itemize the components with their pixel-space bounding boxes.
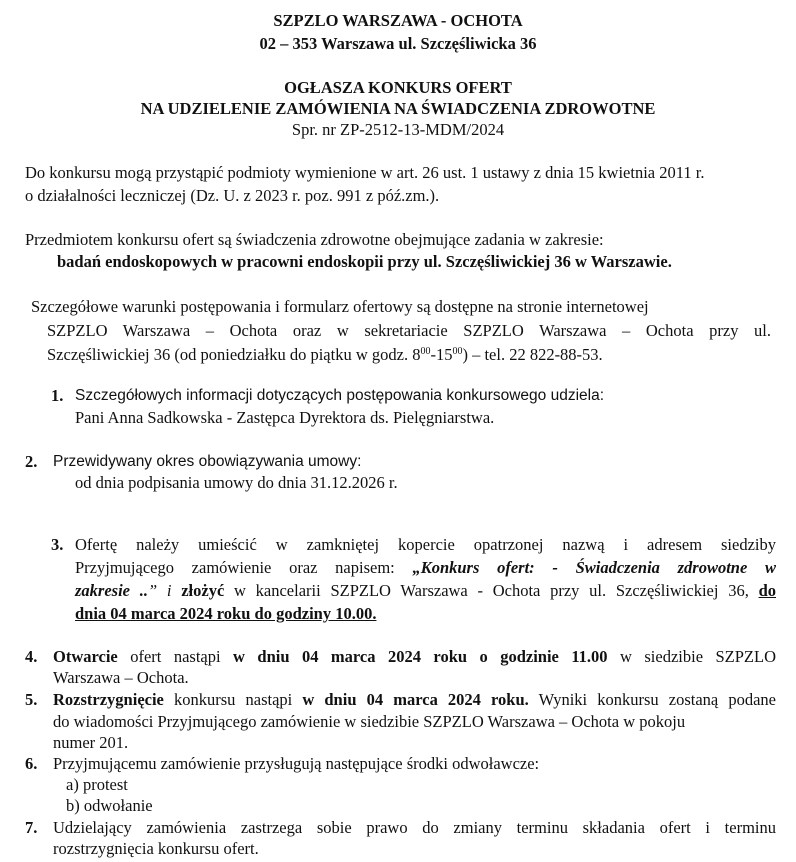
item-4-opening-word: Otwarcie bbox=[53, 647, 118, 666]
intro-line-1: Do konkursu mogą przystąpić podmioty wymienione w art. 26 ust. 1 ustawy z dnia 15 kwietnia 2011 r. bbox=[25, 163, 705, 182]
item-2-line-2: od dnia podpisania umowy do dnia 31.12.2026 r. bbox=[75, 473, 398, 492]
item-6-line-1: Przyjmującemu zamówienie przysługują następujące środki odwoławcze: bbox=[53, 754, 540, 773]
org-name: SZPZLO WARSZAWA - OCHOTA bbox=[273, 11, 523, 30]
item-4-line-2: Warszawa – Ochota. bbox=[53, 668, 189, 687]
intro-line-2: o działalności leczniczej (Dz. U. z 2023 r. poz. 991 z póź.zm.). bbox=[25, 186, 440, 205]
details-line-1-text: Szczegółowe warunki postępowania i formularz ofertowy są dostępne na stronie internetowej bbox=[31, 297, 649, 316]
reference-number: Spr. nr ZP-2512-13-MDM/2024 bbox=[291, 120, 505, 139]
item-4-date: w dniu 04 marca 2024 roku o godzinie 11.00 bbox=[233, 647, 608, 666]
item-3-line-3 bbox=[75, 581, 776, 601]
subject-line-2: badań endoskopowych w pracowni endoskopii przy ul. Szczęśliwickiej 36 w Warszawie. bbox=[57, 252, 672, 271]
item-4-location: w siedzibie SZPZLO bbox=[607, 647, 776, 666]
org-address: 02 – 353 Warszawa ul. Szczęśliwicka 36 bbox=[259, 34, 537, 53]
item-7-line-2: rozstrzygnięcia konkursu ofert. bbox=[53, 839, 259, 858]
item-5-line-2: do wiadomości Przyjmującego zamówienie w siedzibie SZPZLO Warszawa – Ochota w pokoju bbox=[53, 712, 686, 731]
item-3-inscription-end: zakresie .. bbox=[75, 581, 148, 600]
details-hours-dash: -15 bbox=[430, 345, 453, 364]
item-1-number: 1. bbox=[51, 386, 64, 405]
item-3-quote-close: ” i bbox=[147, 581, 182, 600]
item-3-submit-word: złożyć bbox=[181, 581, 225, 600]
title-line-2: NA UDZIELENIE ZAMÓWIENIA NA ŚWIADCZENIA ZDROWOTNE bbox=[140, 99, 656, 118]
details-phone: ) – tel. 22 822-88-53. bbox=[462, 345, 603, 364]
item-2-number: 2. bbox=[25, 452, 38, 471]
item-7-number: 7. bbox=[25, 818, 38, 837]
item-6-number: 6. bbox=[25, 754, 38, 773]
item-5-text: konkursu nastąpi bbox=[163, 690, 303, 709]
details-line-2: SZPZLO Warszawa – Ochota oraz w sekretariacie SZPZLO Warszawa – Ochota przy ul. bbox=[47, 321, 771, 340]
hours-sup-1: 00 bbox=[420, 346, 431, 357]
item-3-inscription-text: „Konkurs ofert: - Świadczenia zdrowotne w bbox=[412, 558, 776, 577]
title-line-1: OGŁASZA KONKURS OFERT bbox=[284, 78, 512, 97]
item-4-text: ofert nastąpi bbox=[117, 647, 234, 666]
item-3-inscription-intro: Przyjmującego zamówienie oraz napisem: bbox=[75, 558, 413, 577]
item-5-number: 5. bbox=[25, 690, 38, 709]
item-6-option-b: b) odwołanie bbox=[66, 796, 153, 815]
item-5-line-1 bbox=[53, 690, 776, 710]
item-3-office-text: w kancelarii SZPZLO Warszawa - Ochota przy ul. Szczęśliwickiej 36, bbox=[224, 581, 759, 600]
item-4-line-1 bbox=[53, 647, 776, 667]
item-5-date: w dniu 04 marca 2024 roku. bbox=[302, 690, 529, 709]
item-3-deadline-start: do bbox=[758, 581, 776, 600]
details-hours-text: Szczęśliwickiej 36 (od poniedziałku do piątku w godz. 8 bbox=[47, 345, 421, 364]
details-line-1 bbox=[31, 297, 771, 317]
item-1-line-1: Szczegółowych informacji dotyczących postępowania konkursowego udziela: bbox=[75, 387, 604, 404]
item-3-line-1: Ofertę należy umieścić w zamkniętej kopercie opatrzonej nazwą i adresem siedziby bbox=[75, 535, 776, 554]
item-2-line-1: Przewidywany okres obowiązywania umowy: bbox=[53, 453, 362, 470]
item-3-number: 3. bbox=[51, 535, 64, 554]
item-3-deadline: dnia 04 marca 2024 roku do godziny 10.00. bbox=[75, 604, 377, 623]
subject-line-1: Przedmiotem konkursu ofert są świadczenia zdrowotne obejmujące zadania w zakresie: bbox=[25, 230, 604, 249]
hours-sup-2: 00 bbox=[452, 346, 463, 357]
item-5-results: Wyniki konkursu zostaną podane bbox=[528, 690, 776, 709]
details-line-3 bbox=[47, 345, 603, 365]
item-5-line-3: numer 201. bbox=[53, 733, 129, 752]
item-7-line-1: Udzielający zamówienia zastrzega sobie prawo do zmiany terminu składania ofert i terminu bbox=[53, 818, 776, 837]
item-5-resolution-word: Rozstrzygnięcie bbox=[53, 690, 164, 709]
item-6-option-a: a) protest bbox=[66, 775, 128, 794]
item-1-line-2: Pani Anna Sadkowska - Zastępca Dyrektora ds. Pielęgniarstwa. bbox=[75, 408, 495, 427]
item-4-number: 4. bbox=[25, 647, 38, 666]
item-3-line-2 bbox=[75, 558, 776, 578]
